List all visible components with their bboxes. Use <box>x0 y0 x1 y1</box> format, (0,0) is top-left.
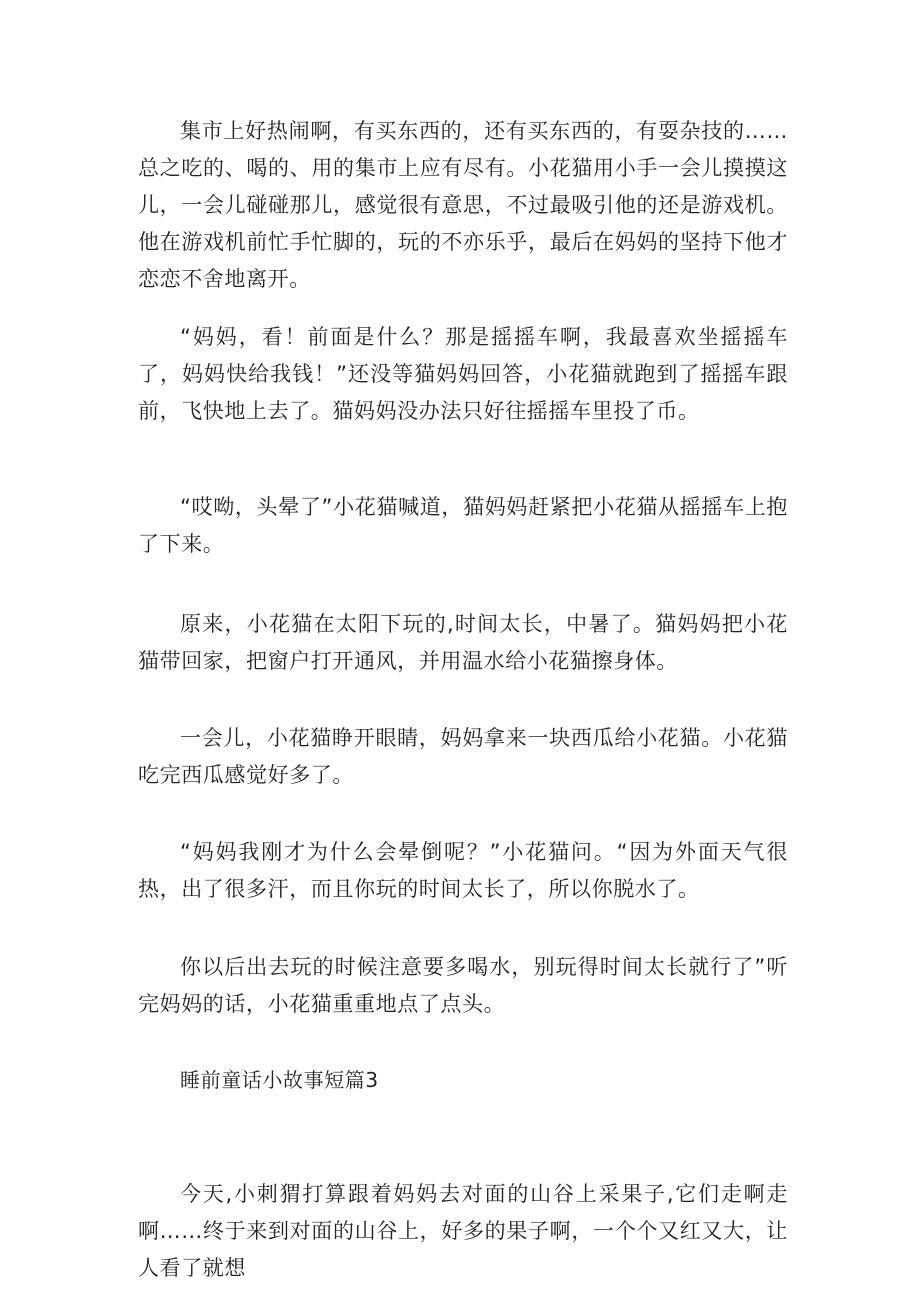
paragraph-8: 今天,小刺猬打算跟着妈妈去对面的山谷上采果子,它们走啊走啊……终于来到对面的山谷上，好多的果子啊，一个个又红又大，让人看了就想 <box>138 1182 788 1280</box>
paragraph-2: “妈妈，看！前面是什么？那是摇摇车啊，我最喜欢坐摇摇车了，妈妈快给我钱！”还没等猫妈妈回答，小花猫就跑到了摇摇车跟前，飞快地上去了。猫妈妈没办法只好往摇摇车里投了币。 <box>138 325 788 423</box>
section-heading: 睡前童话小故事短篇3 <box>180 1068 379 1092</box>
paragraph-7: 你以后出去玩的时候注意要多喝水，别玩得时间太长就行了”听完妈妈的话，小花猫重重地点了点头。 <box>138 955 788 1016</box>
paragraph-1: 集市上好热闹啊，有买东西的，还有买东西的，有耍杂技的……总之吃的、喝的、用的集市上应有尽有。小花猫用小手一会儿摸摸这儿，一会儿碰碰那儿，感觉很有意思，不过最吸引他的还是游戏机。他在游戏机前忙手忙脚的，玩的不亦乐乎，最后在妈妈的坚持下他才恋恋不舍地离开。 <box>138 119 788 291</box>
paragraph-6: “妈妈我刚才为什么会晕倒呢？”小花猫问。“因为外面天气很热，出了很多汗，而且你玩的时间太长了，所以你脱水了。 <box>138 840 788 901</box>
paragraph-3: “哎呦，头晕了”小花猫喊道，猫妈妈赶紧把小花猫从摇摇车上抱了下来。 <box>138 495 788 556</box>
paragraph-4: 原来，小花猫在太阳下玩的,时间太长，中暑了。猫妈妈把小花猫带回家，把窗户打开通风，并用温水给小花猫擦身体。 <box>138 612 788 673</box>
paragraph-5: 一会儿，小花猫睁开眼睛，妈妈拿来一块西瓜给小花猫。小花猫吃完西瓜感觉好多了。 <box>138 726 788 787</box>
